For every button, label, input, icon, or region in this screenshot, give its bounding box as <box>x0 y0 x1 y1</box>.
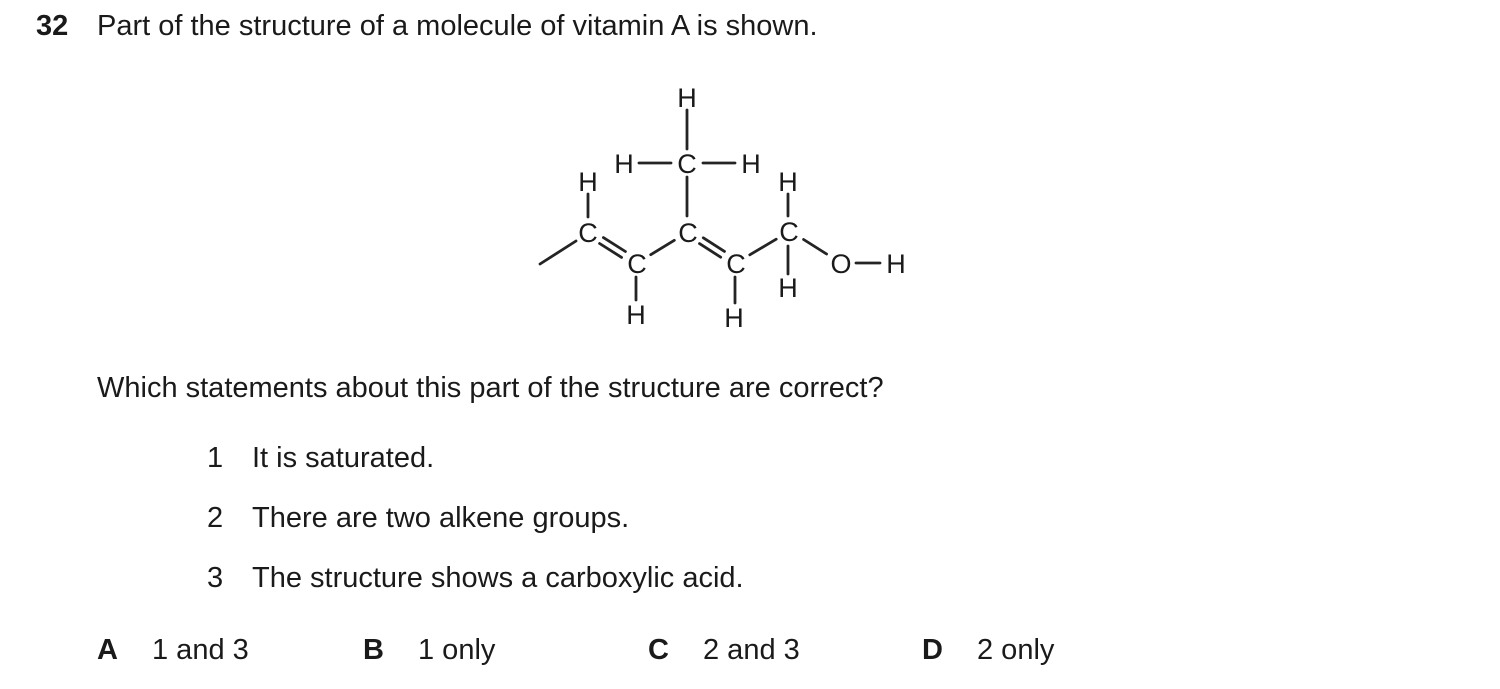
question-number: 32 <box>36 10 69 42</box>
question-lead: Part of the structure of a molecule of vitamin A is shown. <box>97 10 818 42</box>
statement-text: It is saturated. <box>252 442 435 474</box>
bond-truncated-chain <box>540 241 576 264</box>
bond-lines <box>540 110 880 303</box>
option-text: 1 and 3 <box>152 634 249 666</box>
atom-h-c2: H <box>626 300 646 330</box>
statement-text: There are two alkene groups. <box>252 502 630 534</box>
statement-row-1 <box>207 444 744 473</box>
atom-h-top: H <box>677 83 697 113</box>
option-letter: C <box>648 634 669 666</box>
atom-h-methyl-left: H <box>614 149 634 179</box>
statements-list <box>207 444 744 624</box>
statement-number: 1 <box>207 442 224 474</box>
option-letter: A <box>97 634 118 666</box>
statement-row-2 <box>207 504 744 533</box>
option-d <box>922 636 1054 665</box>
bond-c2-c3 <box>651 240 675 254</box>
bond-c5-o <box>804 240 827 255</box>
option-letter: B <box>363 634 384 666</box>
atom-h-c5-bottom: H <box>778 273 798 303</box>
question-header <box>36 11 818 43</box>
molecule-diagram <box>520 60 940 350</box>
atom-c4: C <box>726 249 746 279</box>
bond-c4-c5 <box>750 239 776 255</box>
options-row <box>0 636 1500 676</box>
option-b <box>363 636 495 665</box>
atom-c1: C <box>578 218 598 248</box>
atom-h-c4: H <box>724 303 744 333</box>
atom-labels <box>578 83 906 333</box>
atom-c-methyl: C <box>677 149 697 179</box>
option-text: 2 only <box>977 634 1055 666</box>
statement-row-3 <box>207 564 744 593</box>
atom-h-c1: H <box>578 167 598 197</box>
statement-number: 2 <box>207 502 224 534</box>
option-text: 1 only <box>418 634 496 666</box>
option-a <box>97 636 249 665</box>
statement-text: The structure shows a carboxylic acid. <box>252 562 744 594</box>
atom-h-o: H <box>886 249 906 279</box>
option-letter: D <box>922 634 943 666</box>
atom-c3: C <box>678 218 698 248</box>
atom-h-c5-top: H <box>778 167 798 197</box>
statement-number: 3 <box>207 562 224 594</box>
option-c <box>648 636 800 665</box>
question-prompt: Which statements about this part of the structure are correct? <box>97 372 884 404</box>
atom-c5: C <box>779 217 799 247</box>
atom-o: O <box>830 249 852 279</box>
atom-h-methyl-right: H <box>741 149 761 179</box>
atom-c2: C <box>627 249 647 279</box>
option-text: 2 and 3 <box>703 634 800 666</box>
